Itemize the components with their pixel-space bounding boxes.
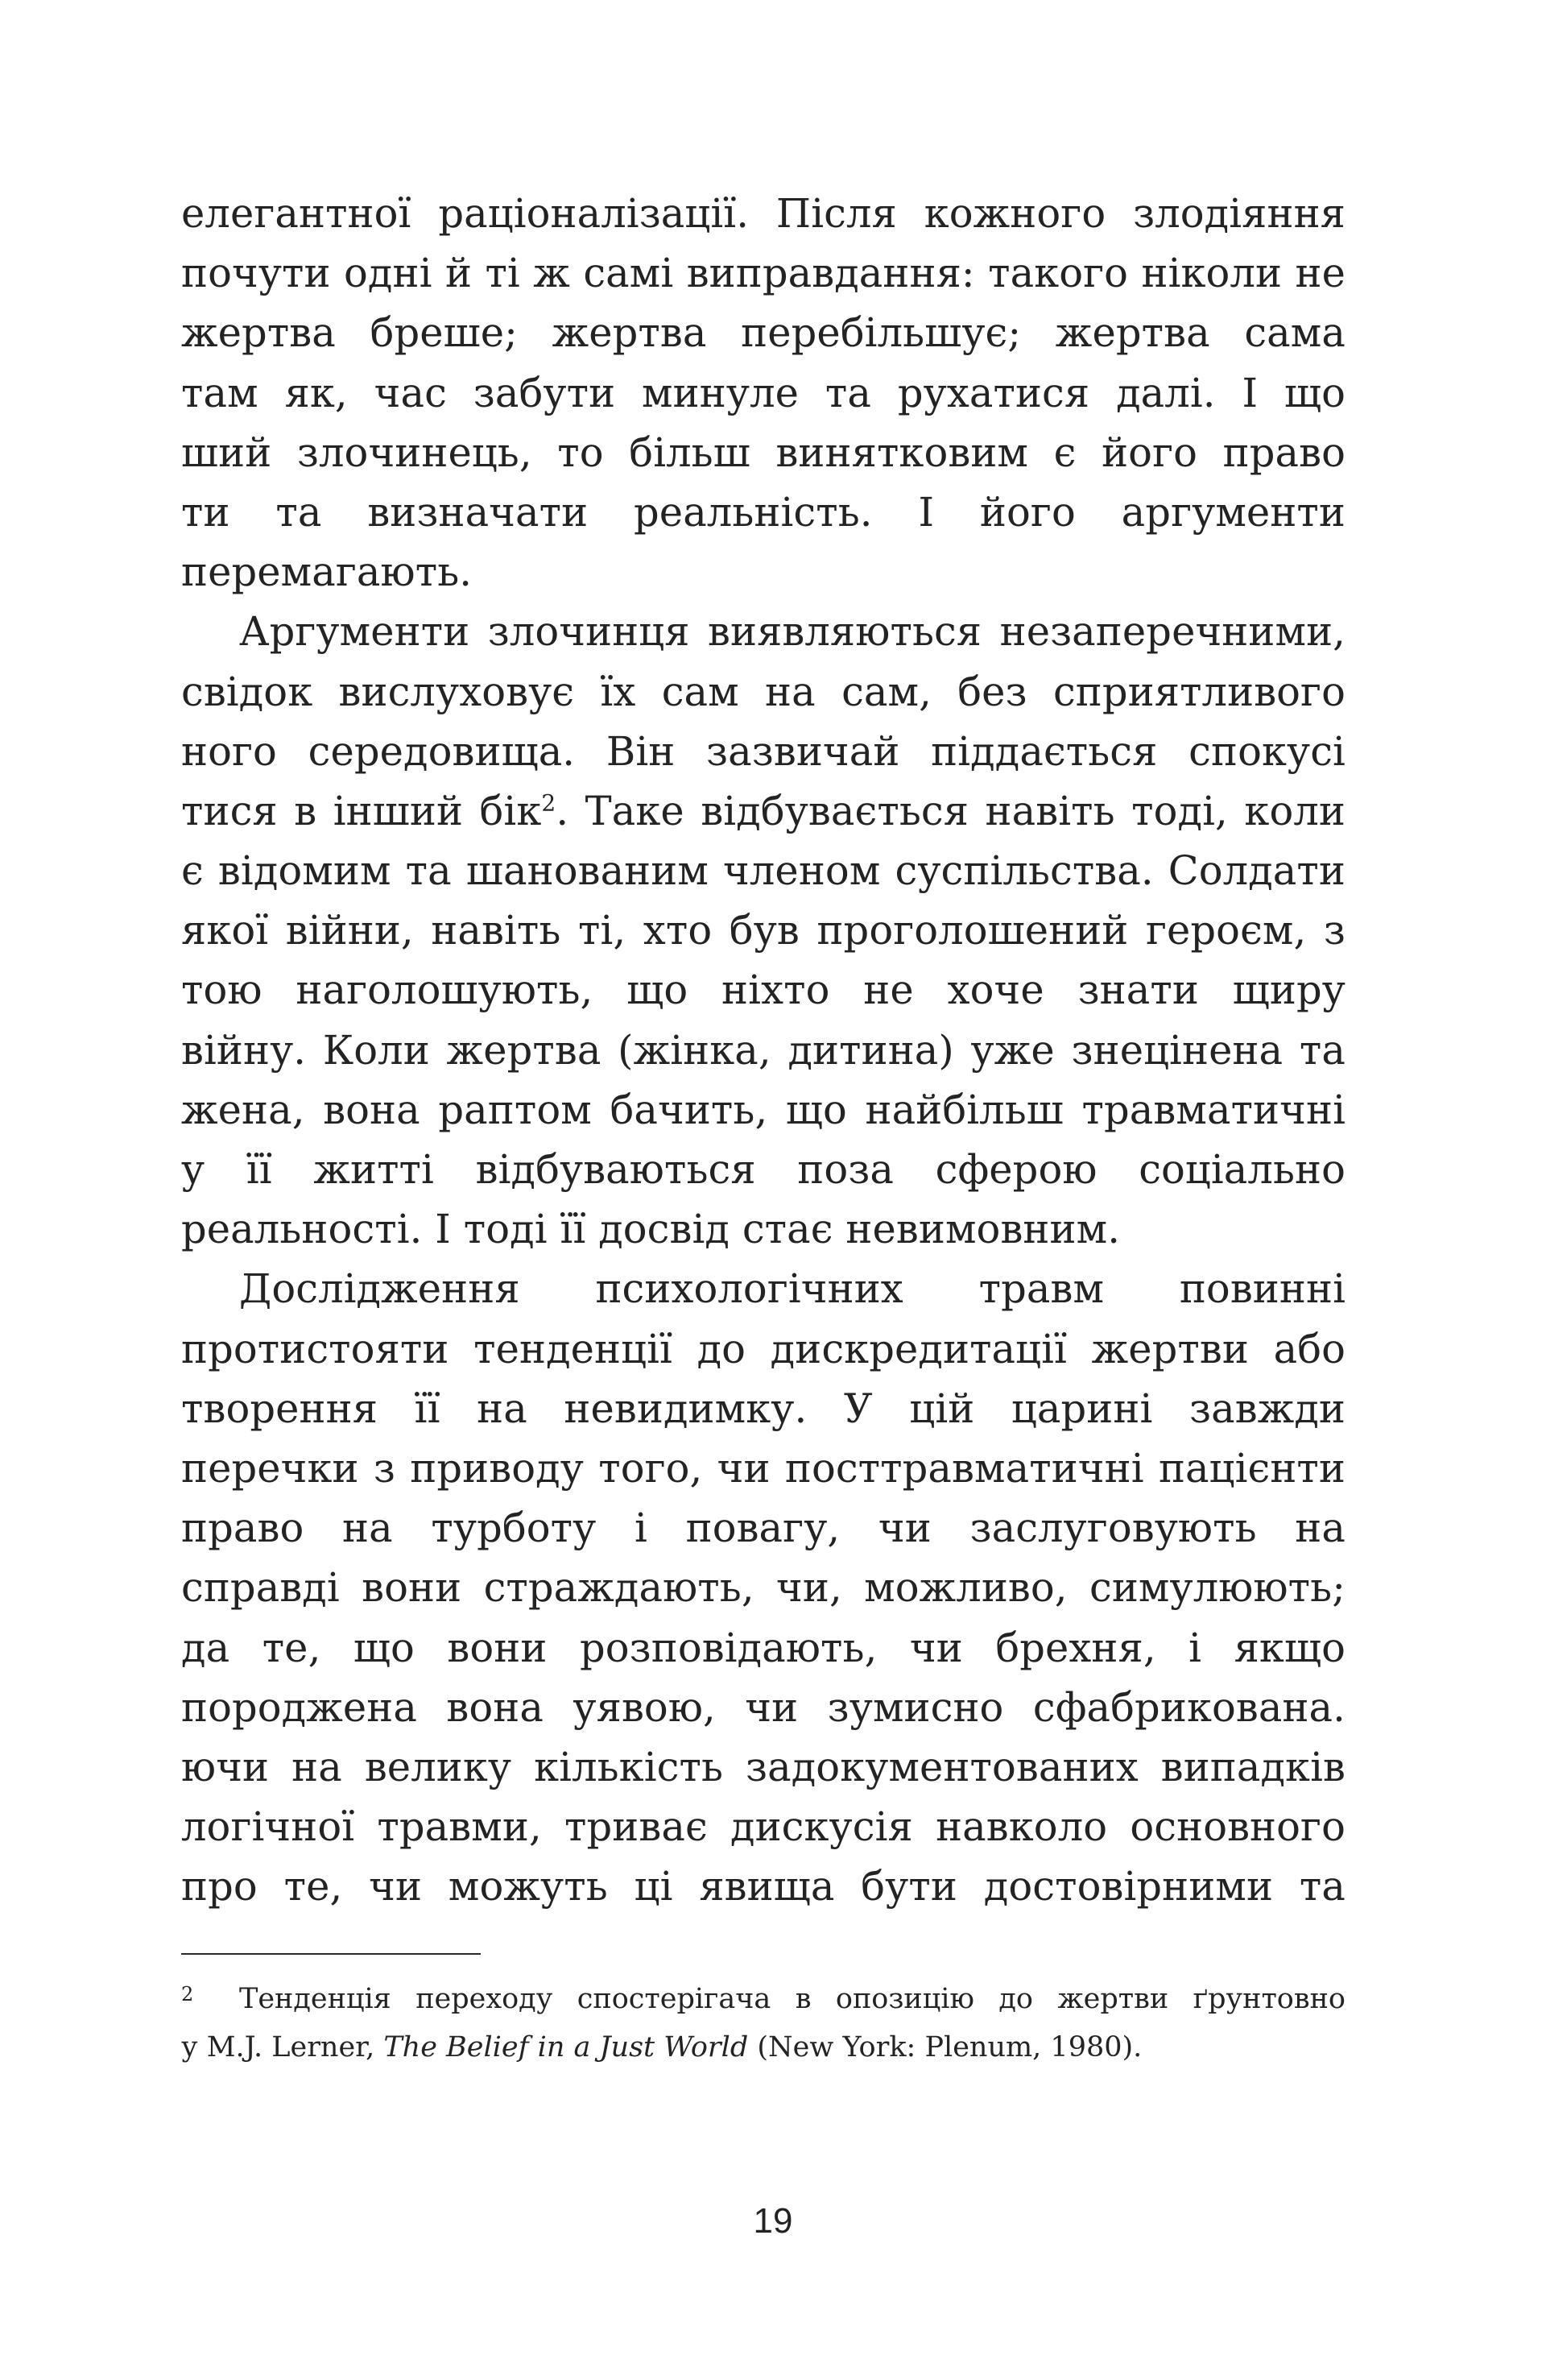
footnote [181,1975,1346,2072]
footnote-text: (New York: Plenum, 1980). [748,2031,1143,2063]
text-line: породжена вона уявою, чи зумисно сфабрикована. [181,1683,1346,1731]
text-line: да те, що вони розповідають, чи брехня, і якщо [181,1624,1346,1671]
text-line: там як, час забути минуле та рухатися далі. І що [181,369,1346,416]
text-line: протистояти тенденції до дискредитації жертви або [181,1325,1346,1372]
footnote-line [181,2023,1346,2072]
book-title: The Belief in a Just World [383,2031,749,2063]
text-line [181,781,1346,841]
text-line: жена, вона раптом бачить, що найбільш травматичні [181,1086,1346,1133]
paragraph-1 [181,184,1346,602]
text-line: ти та визначати реальність. І його аргументи [181,488,1346,536]
text-line: Аргументи злочинця виявляються незаперечними, [239,608,1346,656]
page-number: 19 [753,2201,793,2241]
footnote-reference: 2 [541,789,556,817]
text-line: перечки з приводу того, чи посттравматичні пацієнти [181,1444,1346,1492]
text-line: почути одні й ті ж самі виправдання: такого ніколи не [181,250,1346,297]
text-line: є відомим та шанованим членом суспільства. Солдати [181,847,1346,895]
footnote-line: Тенденція переходу спостерігача в опозицію до жертви ґрунтовно [239,1983,1346,2015]
text-fragment: . Таке відбувається навіть тоді, коли [556,787,1346,834]
text-line: у її житті відбуваються поза сферою соціально [181,1146,1346,1193]
text-fragment: тися в інший бік [181,787,542,834]
text-line: війну. Коли жертва (жінка, дитина) уже знецінена та [181,1026,1346,1074]
main-text [181,184,1346,1916]
footnote-text: у M.J. Lerner, [181,2031,384,2063]
text-line: якої війни, навіть ті, хто був проголошений героєм, з [181,907,1346,954]
paragraph-2 [181,602,1346,1259]
text-line: Дослідження психологічних травм повинні [239,1265,1346,1313]
text-line: творення її на невидимку. У цій царині завжди [181,1385,1346,1432]
text-line: тою наголошують, що ніхто не хоче знати щиру [181,966,1346,1014]
paragraph-3 [181,1259,1346,1916]
text-line: ючи на велику кількість задокументованих випадків [181,1743,1346,1790]
footnote-divider [181,1953,481,1955]
text-line: справді вони страждають, чи, можливо, симулюють; [181,1564,1346,1612]
text-line: логічної травми, триває дискусія навколо основного [181,1803,1346,1851]
text-line: ший злочинець, то більш винятковим є його право [181,428,1346,476]
footnote-marker: 2 [181,1983,194,2005]
text-line: жертва бреше; жертва перебільшує; жертва сама [181,309,1346,357]
text-line: право на турботу і повагу, чи заслуговують на [181,1505,1346,1552]
text-line: реальності. І тоді її досвід стає невимовним. [181,1206,1121,1253]
text-line: елегантної раціоналізації. Після кожного злодіяння [181,190,1346,237]
text-line: свідок вислуховує їх сам на сам, без сприятливого [181,668,1346,715]
text-line: перемагають. [181,548,473,596]
text-line: ного середовища. Він зазвичай піддається спокусі [181,727,1346,775]
text-line: про те, чи можуть ці явища бути достовірними та [181,1863,1346,1910]
